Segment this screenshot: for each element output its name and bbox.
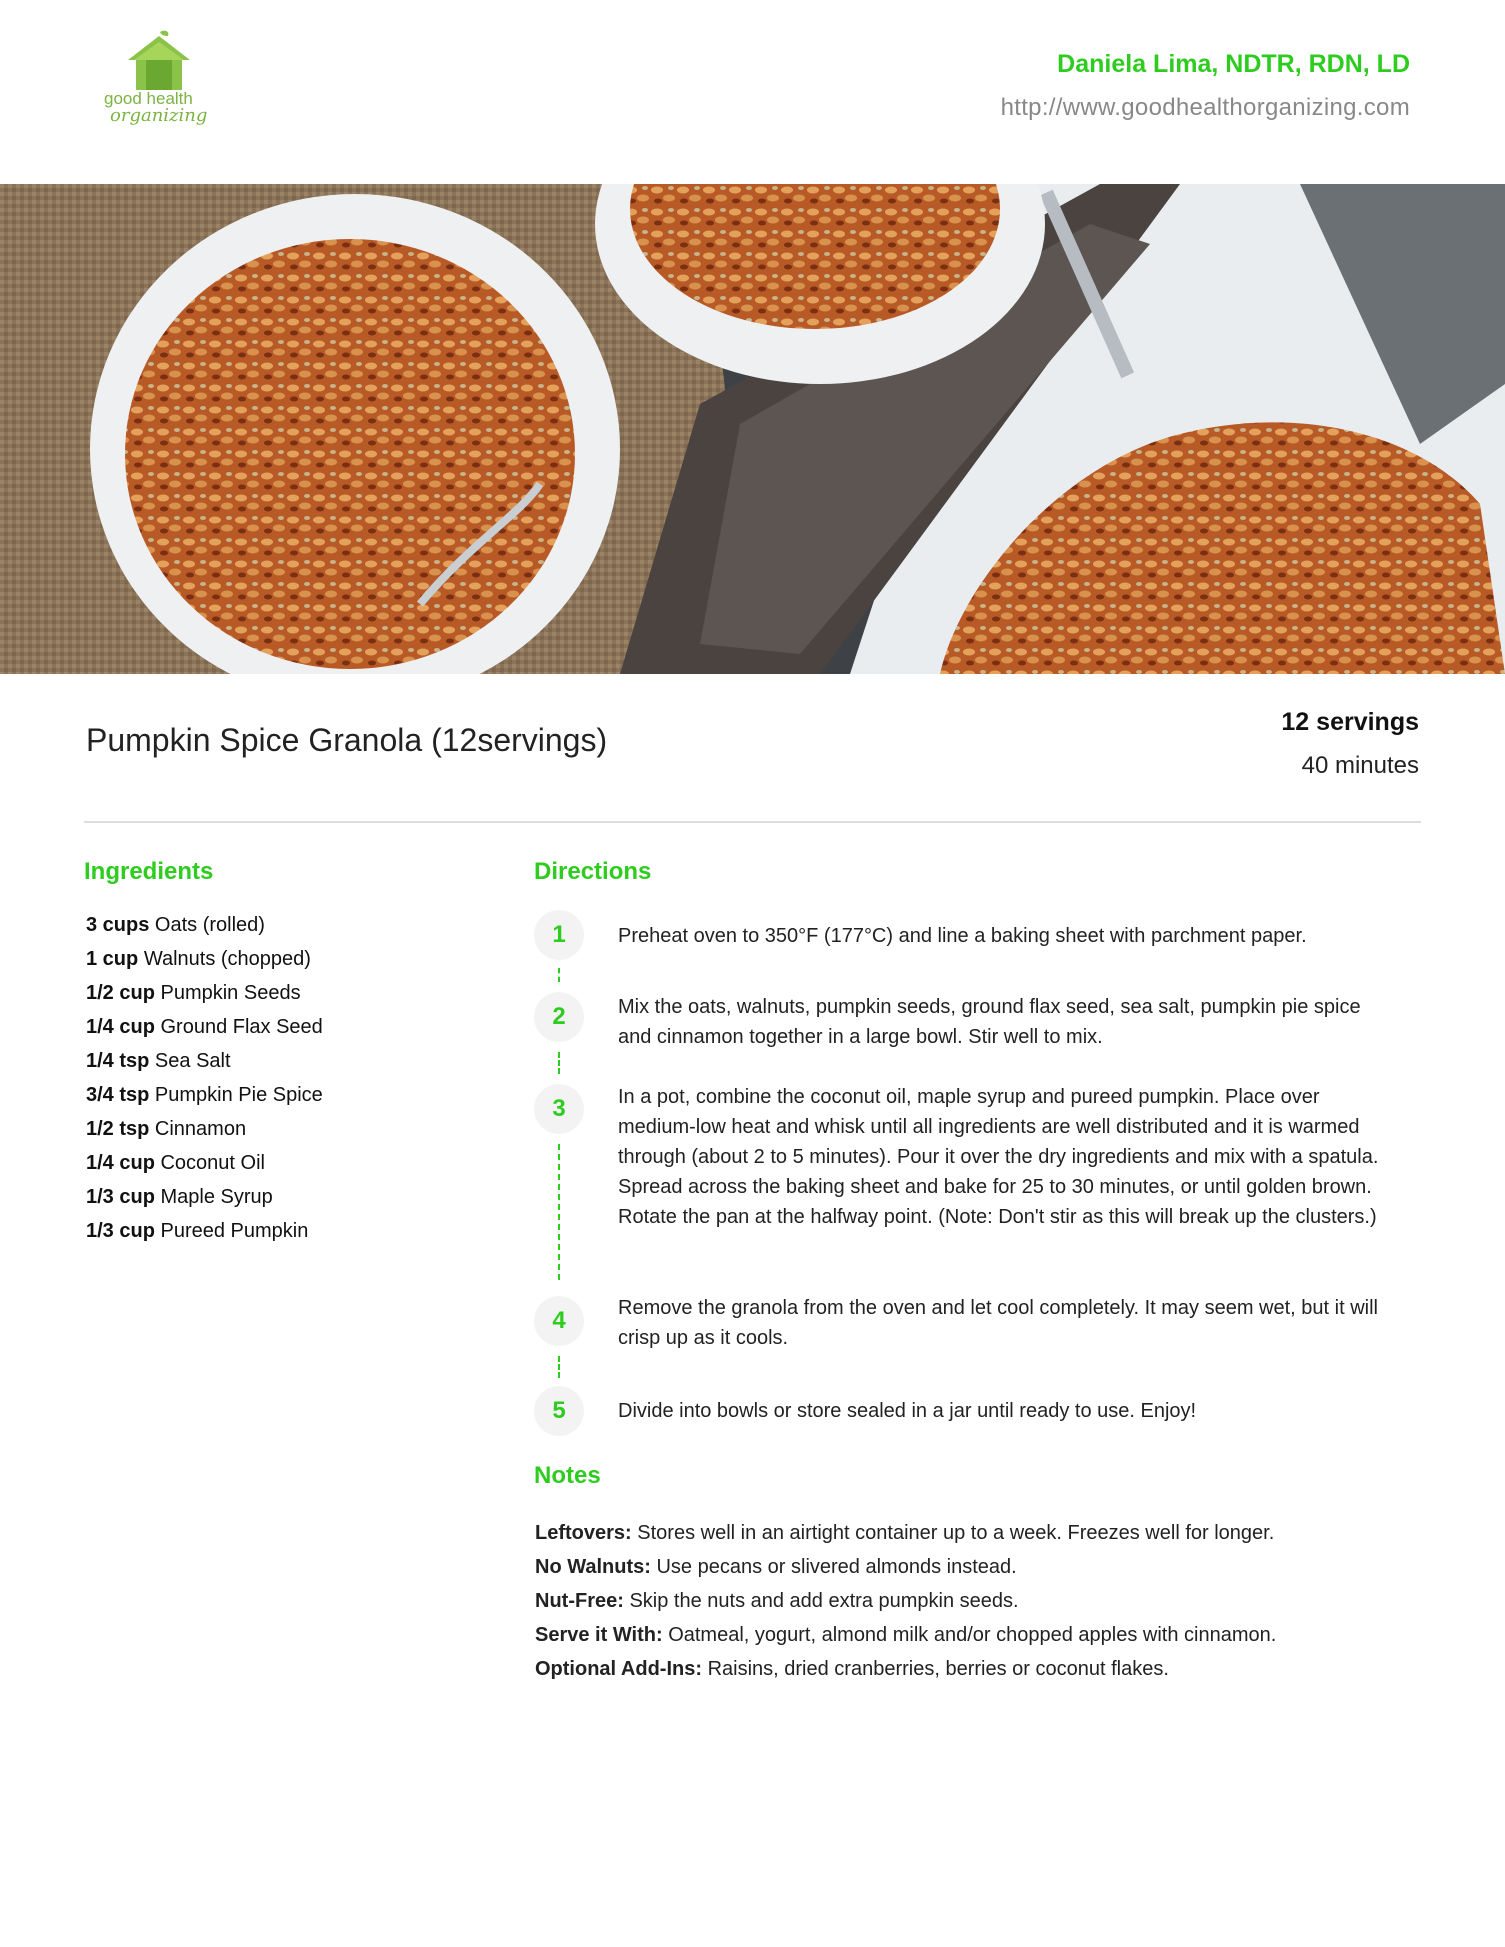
ingredient-qty: 1/4 cup — [86, 1152, 155, 1174]
prep-time: 40 minutes — [1301, 752, 1419, 779]
step-number: 1 — [534, 910, 584, 960]
servings-count: 12 servings — [1281, 708, 1419, 736]
note-label: Nut-Free: — [535, 1590, 624, 1612]
ingredient-name: Pumpkin Pie Spice — [154, 1084, 323, 1106]
note-label: Optional Add-Ins: — [535, 1658, 703, 1680]
step-number: 3 — [534, 1084, 584, 1134]
step-connector — [558, 1144, 560, 1280]
note-item — [535, 1652, 1276, 1686]
note-text: Raisins, dried cranberries, berries or coconut flakes. — [707, 1658, 1169, 1680]
step-number: 5 — [534, 1386, 584, 1436]
ingredients-heading: Ingredients — [84, 858, 214, 885]
step-text: Remove the granola from the oven and let cool completely. It may seem wet, but it will crisp up as it cools. — [618, 1297, 1378, 1349]
step-text: Divide into bowls or store sealed in a jar until ready to use. Enjoy! — [618, 1400, 1197, 1422]
ingredient-item — [86, 908, 323, 942]
ingredient-item — [86, 1112, 323, 1146]
note-text: Use pecans or slivered almonds instead. — [656, 1556, 1017, 1578]
notes-heading: Notes — [534, 1462, 601, 1489]
ingredient-name: Pumpkin Seeds — [160, 982, 301, 1004]
ingredient-qty: 1 cup — [86, 948, 139, 970]
ingredient-qty: 1/4 tsp — [86, 1050, 150, 1072]
ingredient-name: Oats (rolled) — [154, 914, 265, 936]
notes-list — [535, 1516, 1276, 1686]
ingredient-qty: 3/4 tsp — [86, 1084, 150, 1106]
ingredient-qty: 3 cups — [86, 914, 150, 936]
hero-photo — [0, 184, 1505, 674]
note-item — [535, 1584, 1276, 1618]
logo-text — [104, 90, 207, 124]
note-item — [535, 1618, 1276, 1652]
step-number: 4 — [534, 1296, 584, 1346]
ingredient-qty: 1/4 cup — [86, 1016, 155, 1038]
house-icon — [124, 30, 194, 92]
step-text: Mix the oats, walnuts, pumpkin seeds, ground flax seed, sea salt, pumpkin pie spice and cinnamon together in a large bowl. Stir well to mix. — [618, 996, 1361, 1048]
ingredient-name: Pureed Pumpkin — [160, 1220, 309, 1242]
ingredient-item — [86, 1010, 323, 1044]
ingredient-name: Cinnamon — [154, 1118, 247, 1140]
ingredient-name: Ground Flax Seed — [160, 1016, 323, 1038]
note-text: Oatmeal, yogurt, almond milk and/or chopped apples with cinnamon. — [668, 1624, 1277, 1646]
ingredient-qty: 1/3 cup — [86, 1220, 155, 1242]
ingredient-name: Walnuts (chopped) — [143, 948, 311, 970]
ingredient-item — [86, 1180, 323, 1214]
logo-line-1: good health — [104, 89, 193, 108]
step-text: Preheat oven to 350°F (177°C) and line a baking sheet with parchment paper. — [618, 925, 1307, 947]
note-item — [535, 1550, 1276, 1584]
ingredients-list — [86, 908, 323, 1248]
ingredient-item — [86, 1044, 323, 1078]
ingredient-name: Maple Syrup — [160, 1186, 273, 1208]
ingredient-item — [86, 1078, 323, 1112]
ingredient-qty: 1/2 cup — [86, 982, 155, 1004]
note-text: Stores well in an airtight container up to a week. Freezes well for longer. — [637, 1522, 1275, 1544]
note-label: Leftovers: — [535, 1522, 632, 1544]
divider — [84, 821, 1421, 823]
note-label: No Walnuts: — [535, 1556, 651, 1578]
note-label: Serve it With: — [535, 1624, 663, 1646]
step-connector — [558, 1052, 560, 1074]
step-connector — [558, 968, 560, 982]
logo-line-2: organizing — [110, 105, 208, 126]
brand-logo — [92, 30, 222, 145]
ingredient-name: Coconut Oil — [160, 1152, 265, 1174]
website-link[interactable]: http://www.goodhealthorganizing.com — [1000, 94, 1410, 121]
ingredient-name: Sea Salt — [154, 1050, 231, 1072]
note-text: Skip the nuts and add extra pumpkin seeds. — [629, 1590, 1019, 1612]
ingredient-item — [86, 976, 323, 1010]
author-name: Daniela Lima, NDTR, RDN, LD — [1057, 50, 1410, 78]
ingredient-item — [86, 1146, 323, 1180]
ingredient-qty: 1/2 tsp — [86, 1118, 150, 1140]
ingredient-qty: 1/3 cup — [86, 1186, 155, 1208]
directions-heading: Directions — [534, 858, 652, 885]
recipe-title: Pumpkin Spice Granola (12servings) — [86, 722, 608, 758]
ingredient-item — [86, 1214, 323, 1248]
ingredient-item — [86, 942, 323, 976]
step-connector — [558, 1356, 560, 1378]
step-text: In a pot, combine the coconut oil, maple syrup and pureed pumpkin. Place over medium-low heat and whisk until all ingredients are well distributed and it is warmed through (about 2 to 5 minutes). Pour it over the dry ingredients and mix with a spatula. Spread across the baking sheet and bake for 25 to 30 minutes, or until golden brown. Rotate the pan at the halfway point. (Note: Don't stir as this will break up the clusters.) — [618, 1086, 1379, 1228]
note-item — [535, 1516, 1276, 1550]
step-number: 2 — [534, 992, 584, 1042]
